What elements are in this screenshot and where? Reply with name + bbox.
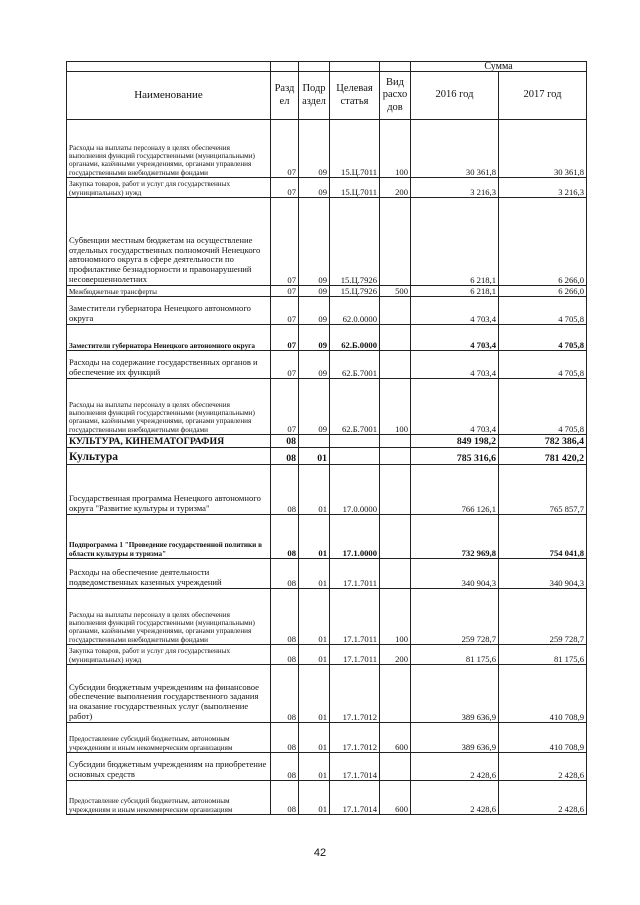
row-expense-type (380, 515, 411, 559)
row-subsection: 09 (299, 379, 330, 435)
page-number: 42 (313, 847, 327, 859)
row-section: 08 (271, 465, 299, 515)
row-amount-2016: 785 316,6 (411, 448, 499, 465)
row-expense-type (380, 559, 411, 589)
row-target: 17.0.0000 (330, 465, 380, 515)
row-amount-2016: 2 428,6 (411, 781, 499, 815)
row-target: 62.Б.7001 (330, 379, 380, 435)
row-name: Предоставление субсидий бюджетным, автономным учреждениям и иным некоммерческим организациям (67, 781, 271, 815)
row-subsection: 01 (299, 515, 330, 559)
header-spacer (330, 62, 380, 72)
header-section: Разд ел (271, 72, 299, 120)
table-row (67, 297, 587, 325)
row-name: Расходы на выплаты персоналу в целях обеспечения выполнения функций государственными (муниципальными) органами, казёнными учреждениями, органами управления государственными внебюджетными фондами (67, 120, 271, 178)
header-name: Наименование (67, 72, 271, 120)
row-amount-2016: 732 969,8 (411, 515, 499, 559)
row-name: КУЛЬТУРА, КИНЕМАТОГРАФИЯ (67, 435, 271, 448)
row-expense-type: 600 (380, 723, 411, 753)
table-row (67, 286, 587, 297)
row-name: Субвенции местным бюджетам на осуществление отдельных государственных полномочий Ненецкого автономного округа в сфере деятельности по профилактике безнадзорности и правонарушений несовершеннолетних (67, 198, 271, 286)
row-expense-type (380, 753, 411, 781)
row-target: 17.1.7011 (330, 645, 380, 665)
row-section: 08 (271, 515, 299, 559)
row-amount-2017: 2 428,6 (499, 753, 587, 781)
row-subsection: 01 (299, 665, 330, 723)
row-section: 07 (271, 178, 299, 198)
header-spacer (380, 62, 411, 72)
row-amount-2017: 81 175,6 (499, 645, 587, 665)
row-amount-2016: 2 428,6 (411, 753, 499, 781)
row-target: 17.1.7014 (330, 781, 380, 815)
header-year-2016: 2016 год (411, 72, 499, 120)
row-target (330, 435, 380, 448)
row-subsection: 01 (299, 781, 330, 815)
row-amount-2017: 765 857,7 (499, 465, 587, 515)
row-subsection: 09 (299, 198, 330, 286)
table-row (67, 645, 587, 665)
row-target: 15.Ц.7926 (330, 198, 380, 286)
row-target: 15.Ц.7926 (330, 286, 380, 297)
row-expense-type: 100 (380, 120, 411, 178)
table-row (67, 178, 587, 198)
row-expense-type: 200 (380, 178, 411, 198)
row-target: 15.Ц.7011 (330, 120, 380, 178)
header-subsection: Подр аздел (299, 72, 330, 120)
table-row (67, 665, 587, 723)
row-name: Межбюджетные трансферты (67, 286, 271, 297)
row-target: 62.Б.7001 (330, 351, 380, 379)
row-subsection: 01 (299, 645, 330, 665)
row-expense-type (380, 435, 411, 448)
row-subsection: 09 (299, 286, 330, 297)
row-amount-2017: 4 705,8 (499, 325, 587, 351)
row-target: 17.1.7012 (330, 723, 380, 753)
row-name: Подпрограмма 1 "Проведение государственной политики в области культуры и туризма" (67, 515, 271, 559)
row-section: 08 (271, 753, 299, 781)
row-name: Субсидии бюджетным учреждениям на финансовое обеспечение выполнения государственного задания на оказание государственных услуг (выполнение работ) (67, 665, 271, 723)
row-amount-2017: 3 216,3 (499, 178, 587, 198)
row-amount-2016: 766 126,1 (411, 465, 499, 515)
row-amount-2016: 30 361,8 (411, 120, 499, 178)
row-expense-type (380, 198, 411, 286)
row-name: Закупка товаров, работ и услуг для государственных (муниципальных) нужд (67, 645, 271, 665)
row-name: Субсидии бюджетным учреждениям на приобретение основных средств (67, 753, 271, 781)
row-amount-2016: 389 636,9 (411, 665, 499, 723)
row-subsection: 01 (299, 448, 330, 465)
row-target: 62.0.0000 (330, 297, 380, 325)
row-amount-2017: 4 705,8 (499, 379, 587, 435)
row-name: Расходы на выплаты персоналу в целях обеспечения выполнения функций государственными (муниципальными) органами, казёнными учреждениями, органами управления государственными внебюджетными фондами (67, 589, 271, 645)
row-amount-2017: 4 705,8 (499, 351, 587, 379)
row-amount-2017: 2 428,6 (499, 781, 587, 815)
row-name: Культура (67, 448, 271, 465)
row-section: 08 (271, 723, 299, 753)
row-section: 07 (271, 379, 299, 435)
row-section: 08 (271, 559, 299, 589)
row-amount-2017: 754 041,8 (499, 515, 587, 559)
row-amount-2016: 259 728,7 (411, 589, 499, 645)
row-section: 07 (271, 297, 299, 325)
header-year-2017: 2017 год (499, 72, 587, 120)
row-amount-2016: 4 703,4 (411, 379, 499, 435)
table-row (67, 723, 587, 753)
row-name: Заместители губернатора Ненецкого автономного округа (67, 297, 271, 325)
table-row (67, 435, 587, 448)
row-amount-2017: 6 266,0 (499, 286, 587, 297)
row-subsection: 09 (299, 120, 330, 178)
row-amount-2016: 4 703,4 (411, 351, 499, 379)
row-amount-2017: 4 705,8 (499, 297, 587, 325)
row-amount-2017: 30 361,8 (499, 120, 587, 178)
row-name: Расходы на выплаты персоналу в целях обеспечения выполнения функций государственными (муниципальными) органами, казёнными учреждениями, органами управления государственными внебюджетными фондами (67, 379, 271, 435)
row-amount-2017: 259 728,7 (499, 589, 587, 645)
row-expense-type: 600 (380, 781, 411, 815)
row-section: 07 (271, 120, 299, 178)
row-amount-2016: 3 216,3 (411, 178, 499, 198)
row-section: 08 (271, 781, 299, 815)
header-expense-type: Вид расхо дов (380, 72, 411, 120)
row-section: 08 (271, 665, 299, 723)
row-target: 15.Ц.7011 (330, 178, 380, 198)
row-amount-2016: 340 904,3 (411, 559, 499, 589)
table-row (67, 781, 587, 815)
header-sum-group: Сумма (411, 62, 587, 72)
table-row (67, 589, 587, 645)
row-amount-2017: 781 420,2 (499, 448, 587, 465)
header-spacer (299, 62, 330, 72)
table-row (67, 559, 587, 589)
row-amount-2016: 4 703,4 (411, 325, 499, 351)
row-amount-2016: 6 218,1 (411, 286, 499, 297)
row-subsection: 01 (299, 723, 330, 753)
row-subsection (299, 435, 330, 448)
row-expense-type: 200 (380, 645, 411, 665)
table-row (67, 515, 587, 559)
row-target (330, 448, 380, 465)
row-name: Закупка товаров, работ и услуг для государственных (муниципальных) нужд (67, 178, 271, 198)
table-row (67, 120, 587, 178)
table-row (67, 325, 587, 351)
header-spacer (271, 62, 299, 72)
table-row (67, 448, 587, 465)
table-row (67, 753, 587, 781)
row-expense-type (380, 665, 411, 723)
row-subsection: 09 (299, 178, 330, 198)
row-name: Государственная программа Ненецкого автономного округа "Развитие культуры и туризма" (67, 465, 271, 515)
row-expense-type: 100 (380, 589, 411, 645)
header-target: Целевая статья (330, 72, 380, 120)
row-subsection: 01 (299, 753, 330, 781)
row-subsection: 09 (299, 351, 330, 379)
row-amount-2017: 410 708,9 (499, 665, 587, 723)
row-expense-type (380, 448, 411, 465)
row-amount-2016: 389 636,9 (411, 723, 499, 753)
row-target: 17.1.7014 (330, 753, 380, 781)
row-amount-2017: 782 386,4 (499, 435, 587, 448)
row-amount-2017: 340 904,3 (499, 559, 587, 589)
row-target: 17.1.7011 (330, 559, 380, 589)
row-name: Расходы на содержание государственных органов и обеспечение их функций (67, 351, 271, 379)
row-amount-2016: 6 218,1 (411, 198, 499, 286)
row-section: 08 (271, 435, 299, 448)
row-subsection: 01 (299, 559, 330, 589)
row-section: 07 (271, 286, 299, 297)
table-row (67, 351, 587, 379)
row-amount-2016: 849 198,2 (411, 435, 499, 448)
header-spacer (67, 62, 271, 72)
row-section: 08 (271, 448, 299, 465)
row-section: 08 (271, 645, 299, 665)
row-expense-type (380, 351, 411, 379)
row-section: 07 (271, 325, 299, 351)
budget-table (66, 61, 587, 815)
row-subsection: 09 (299, 297, 330, 325)
row-subsection: 01 (299, 589, 330, 645)
row-amount-2017: 6 266,0 (499, 198, 587, 286)
row-expense-type (380, 297, 411, 325)
table-row (67, 198, 587, 286)
row-expense-type (380, 465, 411, 515)
row-subsection: 09 (299, 325, 330, 351)
row-expense-type (380, 325, 411, 351)
row-name: Предоставление субсидий бюджетным, автономным учреждениям и иным некоммерческим организациям (67, 723, 271, 753)
row-expense-type: 100 (380, 379, 411, 435)
table-row (67, 465, 587, 515)
row-name: Расходы на обеспечение деятельности подведомственных казенных учреждений (67, 559, 271, 589)
row-section: 07 (271, 351, 299, 379)
table-row (67, 379, 587, 435)
budget-table-sheet (66, 61, 586, 815)
row-target: 62.Б.0000 (330, 325, 380, 351)
row-amount-2017: 410 708,9 (499, 723, 587, 753)
row-target: 17.1.7012 (330, 665, 380, 723)
row-amount-2016: 4 703,4 (411, 297, 499, 325)
row-section: 07 (271, 198, 299, 286)
row-amount-2016: 81 175,6 (411, 645, 499, 665)
row-section: 08 (271, 589, 299, 645)
row-name: Заместители губернатора Ненецкого автономного округа (67, 325, 271, 351)
row-expense-type: 500 (380, 286, 411, 297)
row-subsection: 01 (299, 465, 330, 515)
row-target: 17.1.7011 (330, 589, 380, 645)
row-target: 17.1.0000 (330, 515, 380, 559)
